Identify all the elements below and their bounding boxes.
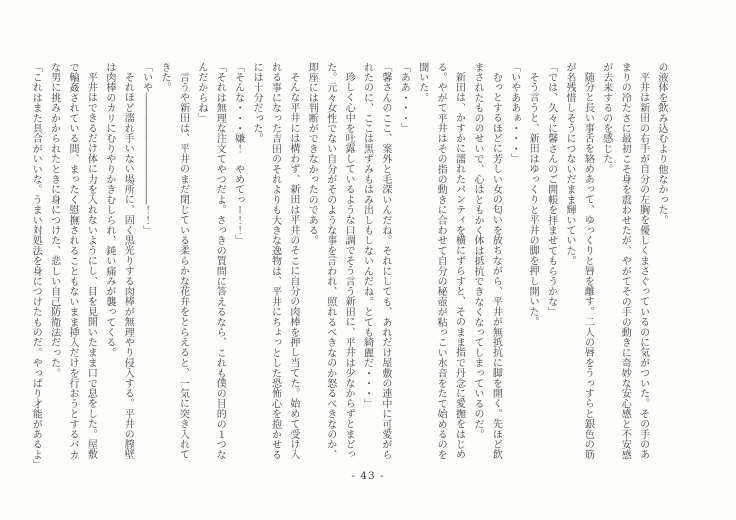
paragraph: の液体を飲み込むより他なかった。 — [656, 62, 667, 226]
paragraph: 「いや―――――――――――！！」 — [140, 62, 152, 236]
paragraph: 平井はできるだけ体に力を入れないようにし、目を見開いたまま口で息をした。屋敷で輪姦されている間、まったく慰撫されることもないまま挿入だけを行おうとするバカな男に挑みかかられたときに身につけた、悲しい自己防衛法だった。 — [48, 62, 97, 460]
paragraph: 言うや新田は、平井のまだ閉じている柔らかな花弁をとらえると、一気に突き入れてきた。 — [159, 62, 189, 460]
paragraph: 「ああ・・・」 — [398, 62, 410, 134]
paragraph: それほど濡れ手いない場所に、固く黒光りする肉棒が無理やり侵入する。平井の膣壁は肉棒のカリにむりやりかきむしられ、鈍い痛みが襲ってくる。 — [103, 62, 134, 460]
paragraph: そんな平井には構わず、新田は平井のそこに自分の肉棒を押し当てた。始めて受け入れる事になった吉田のそれよりも大きな逸物は、平井にちょっとした恐怖心を抱かせるには十分だった。 — [251, 62, 299, 460]
paragraph: 「これはまた具合がいいな。うまい対処法を身につけたものだ。やっぱり才能があるよ」 — [30, 62, 42, 470]
paragraph: 平井は新田の右手が自分の左胸を優しくまさぐっているのに気がついた。その手のあまりの冷たさに最初こそ身を震わせたが、やがてその手の動きに奇妙な安心感と不安感が去来するのを感じた。 — [600, 62, 649, 460]
paragraph: 珍しく心中を吐露しているような口調でそう言う新田に、平井は少なからずとまどった。元々女性でない自分がそのような事を言われ、照れるべきなのか怒るべきなのか、即座には判断ができなかったのである。 — [306, 62, 355, 460]
paragraph: 新田は、かすかに濡れたパンティを横にずらすと、そのまま指で丹念に愛撫をはじめる。やがて平井はその指の動きに合わせて自分の秘壺が粘っこい水音をたて始めるのを聞いた。 — [416, 62, 465, 460]
page-number: - 43 - — [351, 470, 385, 482]
paragraph: 「いやああぁ・・・」 — [508, 62, 520, 164]
paragraph: 「それは無理な注文てやつだよ。さっきの質問に答えるなら、これも僕の目的の１つなんだからね」 — [195, 62, 226, 460]
paragraph: そう言うと、新田はゆっくりと平井の脚を押し開いた。 — [527, 72, 539, 327]
novel-text — [26, 62, 670, 468]
paragraph: 「では、久々に馨さんのご開帳を拝ませてもらうかな」 — [545, 62, 557, 317]
paragraph: 随分と長い事舌を絡めあって、ゆっくりと唇を離す。二人の唇をうっすらと銀色の筋が名残惜しそうにつないだまま輝いていた。 — [563, 62, 594, 460]
paragraph: 「そんな・・・嫌！ やめてっー！！」 — [232, 62, 244, 246]
paragraph: むっとするほどに芳しい女の匂いを放ちながら、平井が無抵抗に脚を開く。先ほど飲まされたもののせいで、心はともかく体は抵抗できなくなってしまっているのだ。 — [471, 62, 502, 460]
paragraph: 「馨さんのここ、案外と毛深いんだね。それにしても、あれだけ屋敷の連中に可愛がられたのに、ここは黒ずみもはみ出しもしないんだね。とても綺麗だ・・・」 — [361, 62, 391, 460]
